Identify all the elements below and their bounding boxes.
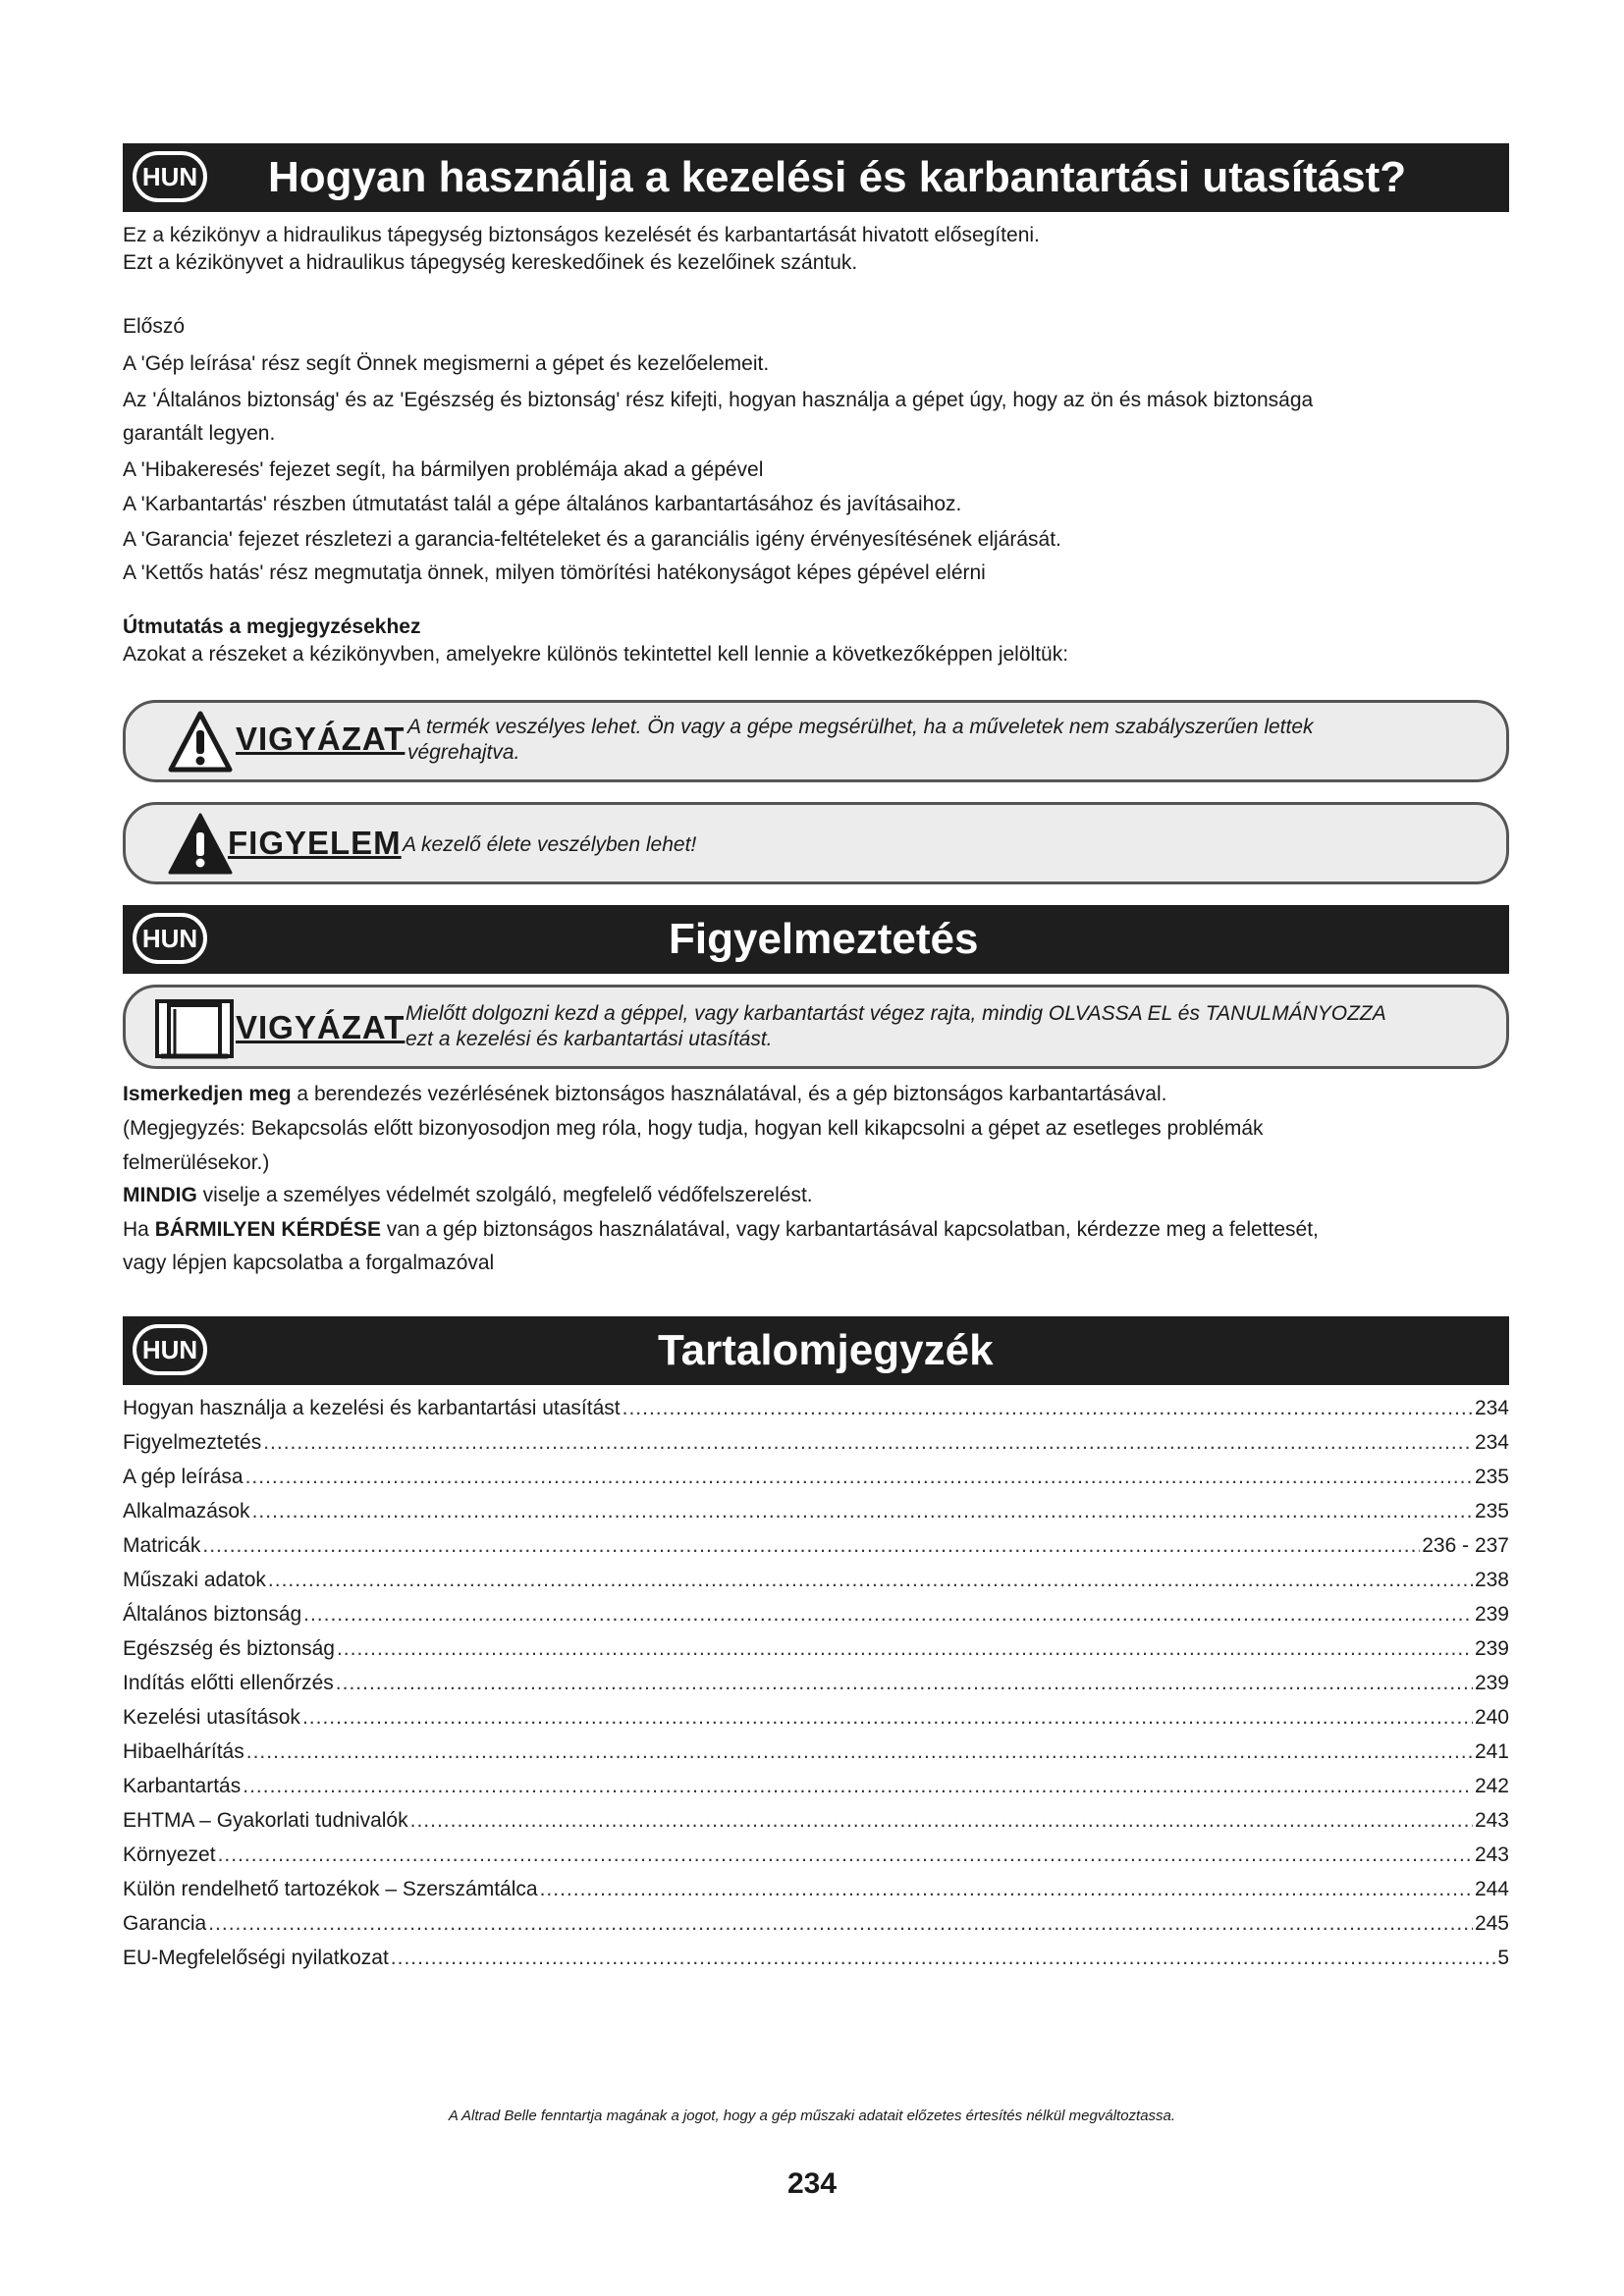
caution-box	[123, 700, 1509, 782]
toc-entry-title: A gép leírása	[123, 1466, 244, 1488]
danger-triangle-icon	[167, 811, 234, 878]
toc-entry-page: 236 - 237	[1422, 1534, 1509, 1557]
foreword-line: A 'Hibakeresés' fejezet segít, ha bármilyen problémája akad a gépével	[123, 458, 764, 481]
footer-disclaimer: A Altrad Belle fenntartja magának a jogot, hogy a gép műszaki adatait előzetes értesítés nélkül megváltoztassa.	[448, 2108, 1176, 2124]
caution-label: VIGYÁZAT	[236, 1009, 406, 1045]
caution-text-line-1: Mielőtt dolgozni kezd a géppel, vagy karbantartást végez rajta, mindig OLVASSA EL és TANULMÁNYOZZA	[406, 1002, 1386, 1025]
foreword-line: A 'Gép leírása' rész segít Önnek megismerni a gépet és kezelőelemeit.	[123, 352, 770, 375]
section-header-warnings	[123, 905, 1509, 974]
safety-line: felmerülésekor.)	[123, 1151, 270, 1174]
toc-dot-leader	[540, 1878, 1473, 1901]
toc-entry-title: Indítás előtti ellenőrzés	[123, 1672, 334, 1694]
toc-dot-leader	[337, 1637, 1473, 1661]
section-header-how-to-use	[123, 143, 1509, 212]
toc-entry-page: 242	[1474, 1775, 1509, 1797]
safety-line: MINDIG viselje a személyes védelmét szolgáló, megfelelő védőfelszerelést.	[123, 1184, 813, 1206]
toc-entry-page: 239	[1474, 1672, 1509, 1694]
safety-line: (Megjegyzés: Bekapcsolás előtt bizonyosodjon meg róla, hogy tudja, hogyan kell kikapcsolni a gépet az esetleges problémák	[123, 1117, 1264, 1140]
toc-entry[interactable]	[123, 1843, 1509, 1878]
toc-dot-leader	[208, 1912, 1473, 1936]
toc-entry[interactable]	[123, 1775, 1509, 1809]
toc-entry-page: 238	[1474, 1569, 1509, 1591]
foreword-line: garantált legyen.	[123, 422, 276, 445]
safety-line: vagy lépjen kapcsolatba a forgalmazóval	[123, 1252, 495, 1274]
intro-line-2: Ezt a kézikönyvet a hidraulikus tápegység kereskedőinek és kezelőinek szántuk.	[123, 251, 858, 274]
toc-entry-title: EU-Megfelelőségi nyilatkozat	[123, 1947, 389, 1969]
toc-entry[interactable]	[123, 1912, 1509, 1947]
toc-entry-page: 235	[1474, 1500, 1509, 1522]
toc-entry-page: 234	[1474, 1397, 1509, 1419]
section-header-contents	[123, 1316, 1509, 1385]
caution-text-line-1: A termék veszélyes lehet. Ön vagy a gépe megsérülhet, ha a műveletek nem szabályszerűen lettek	[407, 716, 1314, 738]
toc-entry[interactable]	[123, 1809, 1509, 1843]
toc-dot-leader	[202, 1534, 1420, 1558]
toc-entry[interactable]	[123, 1466, 1509, 1500]
toc-dot-leader	[243, 1775, 1473, 1798]
toc-entry[interactable]	[123, 1706, 1509, 1740]
toc-entry-title: Matricák	[123, 1534, 201, 1557]
toc-entry-title: Egészség és biztonság	[123, 1637, 335, 1660]
toc-dot-leader	[245, 1466, 1473, 1489]
toc-dot-leader	[263, 1431, 1473, 1455]
foreword-line: A 'Garancia' fejezet részletezi a garancia-feltételeket és a garanciális igény érvényesítésének eljárását.	[123, 528, 1061, 551]
toc-dot-leader	[623, 1397, 1473, 1420]
toc-dot-leader	[410, 1809, 1473, 1833]
toc-entry-page: 239	[1474, 1637, 1509, 1660]
table-of-contents	[123, 1397, 1509, 1981]
toc-entry[interactable]	[123, 1500, 1509, 1534]
toc-entry[interactable]	[123, 1603, 1509, 1637]
toc-entry-title: Hibaelhárítás	[123, 1740, 244, 1763]
notes-heading: Útmutatás a megjegyzésekhez	[123, 615, 421, 638]
toc-entry[interactable]	[123, 1878, 1509, 1912]
toc-dot-leader	[336, 1672, 1473, 1695]
toc-dot-leader	[218, 1843, 1473, 1867]
toc-entry-page: 245	[1474, 1912, 1509, 1935]
caution-text-line-2: végrehajtva.	[407, 741, 520, 764]
toc-dot-leader	[268, 1569, 1473, 1592]
toc-entry-page: 243	[1474, 1843, 1509, 1866]
toc-entry[interactable]	[123, 1569, 1509, 1603]
foreword-line: A 'Kettős hatás' rész megmutatja önnek, milyen tömörítési hatékonyságot képes gépével elérni	[123, 561, 986, 584]
foreword-line: A 'Karbantartás' részben útmutatást talál a gépe általános karbantartásához és javításaihoz.	[123, 493, 962, 515]
toc-entry-page: 240	[1474, 1706, 1509, 1729]
caution-text-line-2: ezt a kezelési és karbantartási utasítást.	[406, 1028, 773, 1050]
toc-entry-page: 244	[1474, 1878, 1509, 1900]
toc-entry[interactable]	[123, 1534, 1509, 1569]
caution-label: VIGYÁZAT	[236, 721, 406, 757]
toc-entry-title: EHTMA – Gyakorlati tudnivalók	[123, 1809, 408, 1832]
intro-line-1: Ez a kézikönyv a hidraulikus tápegység biztonságos kezelését és karbantartását hivatott elősegíteni.	[123, 224, 1040, 246]
toc-dot-leader	[246, 1740, 1473, 1764]
toc-entry[interactable]	[123, 1947, 1509, 1981]
toc-entry[interactable]	[123, 1637, 1509, 1672]
warning-triangle-icon	[167, 709, 234, 775]
foreword-heading: Előszó	[123, 315, 186, 338]
toc-entry-title: Kezelési utasítások	[123, 1706, 300, 1729]
toc-dot-leader	[391, 1947, 1496, 1970]
page-number: 234	[786, 2167, 838, 2200]
toc-dot-leader	[302, 1706, 1473, 1730]
toc-entry-title: Hogyan használja a kezelési és karbantartási utasítást	[123, 1397, 621, 1419]
toc-entry-title: Környezet	[123, 1843, 216, 1866]
toc-entry-title: Alkalmazások	[123, 1500, 250, 1522]
toc-entry-title: Garancia	[123, 1912, 207, 1935]
foreword-line: Az 'Általános biztonság' és az 'Egészség és biztonság' rész kifejti, hogyan használja a gépet úgy, hogy az ön és mások biztonsága	[123, 389, 1314, 411]
toc-entry-page: 241	[1474, 1740, 1509, 1763]
section-title: Hogyan használja a kezelési és karbantartási utasítást?	[268, 153, 1407, 201]
warning-text: A kezelő élete veszélyben lehet!	[403, 833, 697, 856]
toc-entry-title: Általános biztonság	[123, 1603, 302, 1626]
warning-label: FIGYELEM	[228, 825, 402, 861]
toc-dot-leader	[303, 1603, 1473, 1627]
section-title: Tartalomjegyzék	[658, 1326, 994, 1374]
toc-entry-page: 234	[1474, 1431, 1509, 1454]
warning-box	[123, 802, 1509, 884]
toc-entry[interactable]	[123, 1431, 1509, 1466]
toc-dot-leader	[252, 1500, 1473, 1523]
safety-line: Ismerkedjen meg a berendezés vezérlésének biztonságos használatával, és a gép biztonságos karbantartásával.	[123, 1083, 1167, 1105]
caution-read-manual-box	[123, 985, 1509, 1069]
hun-language-badge: HUN	[133, 913, 207, 964]
hun-language-badge: HUN	[133, 151, 207, 202]
toc-entry-title: Karbantartás	[123, 1775, 242, 1797]
toc-entry-page: 239	[1474, 1603, 1509, 1626]
safety-line: Ha BÁRMILYEN KÉRDÉSE van a gép biztonságos használatával, vagy karbantartásával kapcsolatban, kérdezze meg a felettesét,	[123, 1218, 1319, 1241]
toc-entry-page: 235	[1474, 1466, 1509, 1488]
toc-entry[interactable]	[123, 1740, 1509, 1775]
section-title: Figyelmeztetés	[669, 915, 979, 963]
toc-entry-page: 5	[1497, 1947, 1509, 1969]
notes-text: Azokat a részeket a kézikönyvben, amelyekre különös tekintettel kell lennie a következőképpen jelöltük:	[123, 643, 1069, 666]
toc-entry[interactable]	[123, 1672, 1509, 1706]
manual-book-icon	[153, 995, 236, 1062]
toc-entry-page: 243	[1474, 1809, 1509, 1832]
toc-entry[interactable]	[123, 1397, 1509, 1431]
toc-entry-title: Külön rendelhető tartozékok – Szerszámtálca	[123, 1878, 538, 1900]
toc-entry-title: Műszaki adatok	[123, 1569, 266, 1591]
toc-entry-title: Figyelmeztetés	[123, 1431, 262, 1454]
hun-language-badge: HUN	[133, 1324, 207, 1375]
